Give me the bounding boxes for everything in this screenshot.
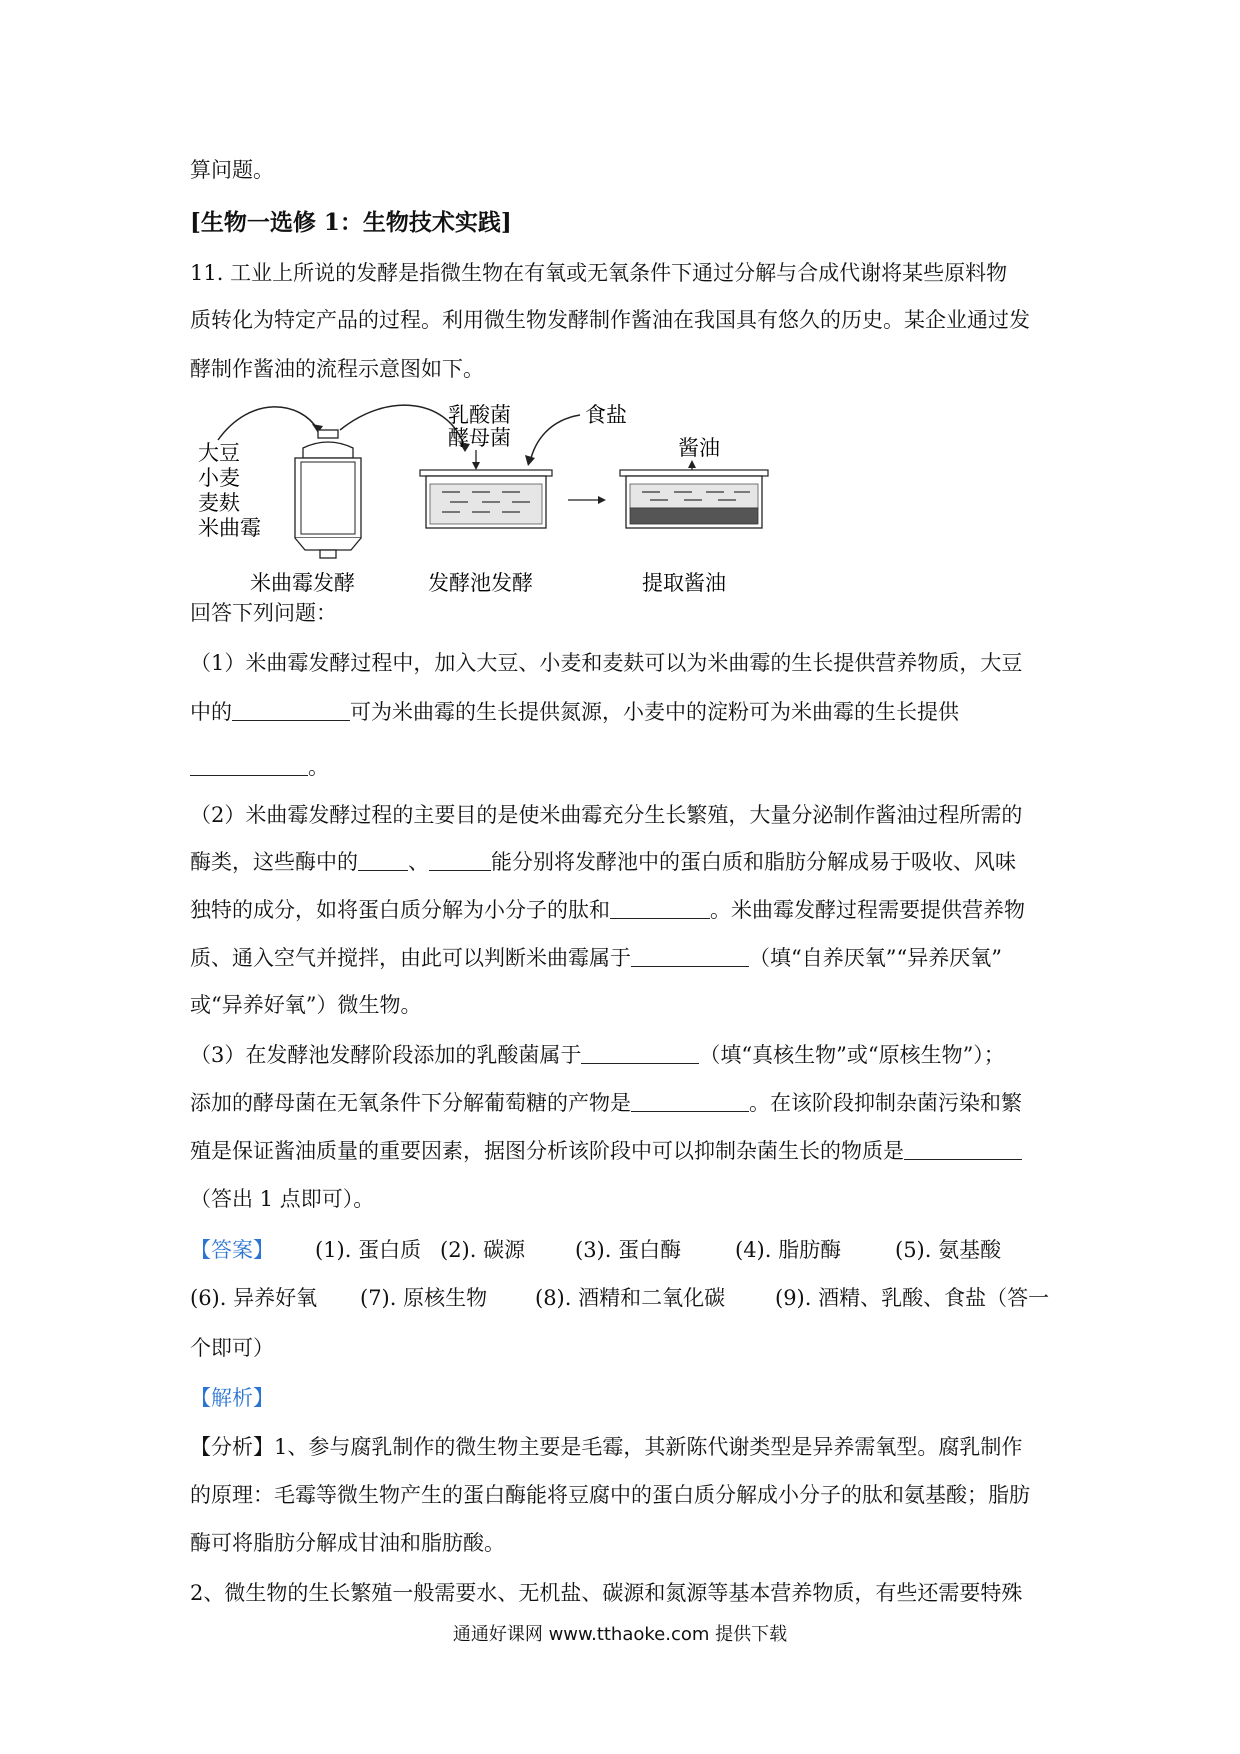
answer-blank <box>358 848 408 871</box>
text-span: 可为米曲霉的生长提供氮源，小麦中的淀粉可为米曲霉的生长提供 <box>350 700 959 724</box>
text-span: （填“真核生物”或“原核生物”）； <box>699 1043 1005 1067</box>
arrow-head <box>472 462 480 470</box>
ingredient-label: 大豆 <box>198 441 240 465</box>
additive-label: 酵母菌 <box>448 426 511 450</box>
question-text <box>190 1088 1022 1118</box>
answer-item: (5). 氨基酸 <box>895 1238 1002 1262</box>
answer-item: (2). 碳源 <box>440 1238 526 1262</box>
fermenter-tank-icon <box>295 430 361 558</box>
text-span: （填“自养厌氧”“异养厌氧” <box>749 946 1002 970</box>
question-text: （2）米曲霉发酵过程的主要目的是使米曲霉充分生长繁殖，大量分泌制作酱油过程所需的 <box>190 803 1023 827</box>
answer-item: (3). 蛋白酶 <box>575 1238 682 1262</box>
extraction-tank-icon <box>620 470 768 528</box>
stage-label: 提取酱油 <box>642 571 726 595</box>
answer-line <box>190 1235 1001 1265</box>
additive-label: 乳酸菌 <box>448 403 511 427</box>
question-text: （1）米曲霉发酵过程中，加入大豆、小麦和麦麸可以为米曲霉的生长提供营养物质，大豆 <box>190 651 1023 675</box>
question-text <box>190 697 959 727</box>
section-heading: [生物一选修 1：生物技术实践] <box>190 209 512 236</box>
answer-blank <box>631 944 749 967</box>
analysis-text: 2、微生物的生长繁殖一般需要水、无机盐、碳源和氮源等基本营养物质，有些还需要特殊 <box>190 1581 1023 1605</box>
text-span: 能分别将发酵池中的蛋白质和脂肪分解成易于吸收、风味 <box>491 850 1016 874</box>
arrow-head <box>525 455 535 466</box>
question-text: 酵制作酱油的流程示意图如下。 <box>190 357 484 381</box>
answer-item: (1). 蛋白质 <box>315 1238 422 1262</box>
question-text: 或“异养好氧”）微生物。 <box>190 993 422 1017</box>
question-text <box>190 943 1002 973</box>
question-text: （答出 1 点即可）。 <box>190 1187 375 1211</box>
answer-blank <box>631 1089 749 1112</box>
soy-sauce-flow-diagram <box>190 400 810 600</box>
analysis-text: 的原理：毛霉等微生物产生的蛋白酶能将豆腐中的蛋白质分解成小分子的肽和氨基酸；脂肪 <box>190 1483 1030 1507</box>
text-span: 质、通入空气并搅拌，由此可以判断米曲霉属于 <box>190 946 631 970</box>
answer-item: (8). 酒精和二氧化碳 <box>535 1286 726 1310</box>
arrow-head <box>598 496 606 504</box>
question-text <box>190 752 329 782</box>
question-text <box>190 847 1016 877</box>
answer-blank <box>610 896 710 919</box>
answer-blank <box>232 698 350 721</box>
question-text: 11. 工业上所说的发酵是指微生物在有氧或无氧条件下通过分解与合成代谢将某些原料物 <box>190 261 1008 285</box>
arrow-head <box>688 460 696 468</box>
text-span: 独特的成分，如将蛋白质分解为小分子的肽和 <box>190 898 610 922</box>
analysis-text: 【分析】1、参与腐乳制作的微生物主要是毛霉，其新陈代谢类型是异养需氧型。腐乳制作 <box>190 1435 1023 1459</box>
flow-arrow <box>340 405 465 448</box>
ingredient-label: 小麦 <box>198 466 240 490</box>
text-span: 中的 <box>190 700 232 724</box>
question-text <box>190 1040 1005 1070</box>
text-span: 。在该阶段抑制杂菌污染和繁 <box>749 1091 1022 1115</box>
flow-arrow <box>530 415 580 462</box>
text-span: 。 <box>308 755 329 779</box>
answer-blank <box>429 848 491 871</box>
text-span: （3）在发酵池发酵阶段添加的乳酸菌属于 <box>190 1043 582 1067</box>
text-span: 殖是保证酱油质量的重要因素，据图分析该阶段中可以抑制杂菌生长的物质是 <box>190 1139 904 1163</box>
text-span: 添加的酵母菌在无氧条件下分解葡萄糖的产物是 <box>190 1091 631 1115</box>
answer-item: (4). 脂肪酶 <box>735 1238 842 1262</box>
page-footer: 通通好课网 www.tthaoke.com 提供下载 <box>452 1624 788 1645</box>
answer-blank <box>904 1137 1022 1160</box>
fermentation-pool-icon <box>420 470 552 528</box>
answer-item: (6). 异养好氧 <box>190 1286 318 1310</box>
answer-blank <box>190 753 308 776</box>
ingredient-label: 米曲霉 <box>198 516 261 540</box>
flow-arrow <box>218 407 318 440</box>
answer-blank <box>581 1041 699 1064</box>
question-text: 质转化为特定产品的过程。利用微生物发酵制作酱油在我国具有悠久的历史。某企业通过发 <box>190 308 1030 332</box>
text-span: 。米曲霉发酵过程需要提供营养物 <box>710 898 1025 922</box>
text-line: 算问题。 <box>190 158 274 182</box>
stage-label: 米曲霉发酵 <box>250 571 355 595</box>
question-text <box>190 1136 1022 1166</box>
answer-tag: 【答案】 <box>190 1238 274 1262</box>
question-text <box>190 895 1025 925</box>
question-prompt: 回答下列问题： <box>190 601 337 625</box>
analysis-tag: 【解析】 <box>190 1386 274 1410</box>
text-span: 酶类，这些酶中的 <box>190 850 358 874</box>
text-span: 、 <box>408 850 429 874</box>
answer-item: (9). 酒精、乳酸、食盐（答一 <box>775 1286 1050 1310</box>
answer-item: (7). 原核生物 <box>360 1286 488 1310</box>
stage-label: 发酵池发酵 <box>428 571 533 595</box>
output-label: 酱油 <box>678 436 720 460</box>
additive-label: 食盐 <box>585 403 627 427</box>
answer-line: 个即可） <box>190 1336 274 1360</box>
ingredient-label: 麦麸 <box>198 491 240 515</box>
answer-line <box>190 1283 1049 1313</box>
analysis-text: 酶可将脂肪分解成甘油和脂肪酸。 <box>190 1531 505 1555</box>
